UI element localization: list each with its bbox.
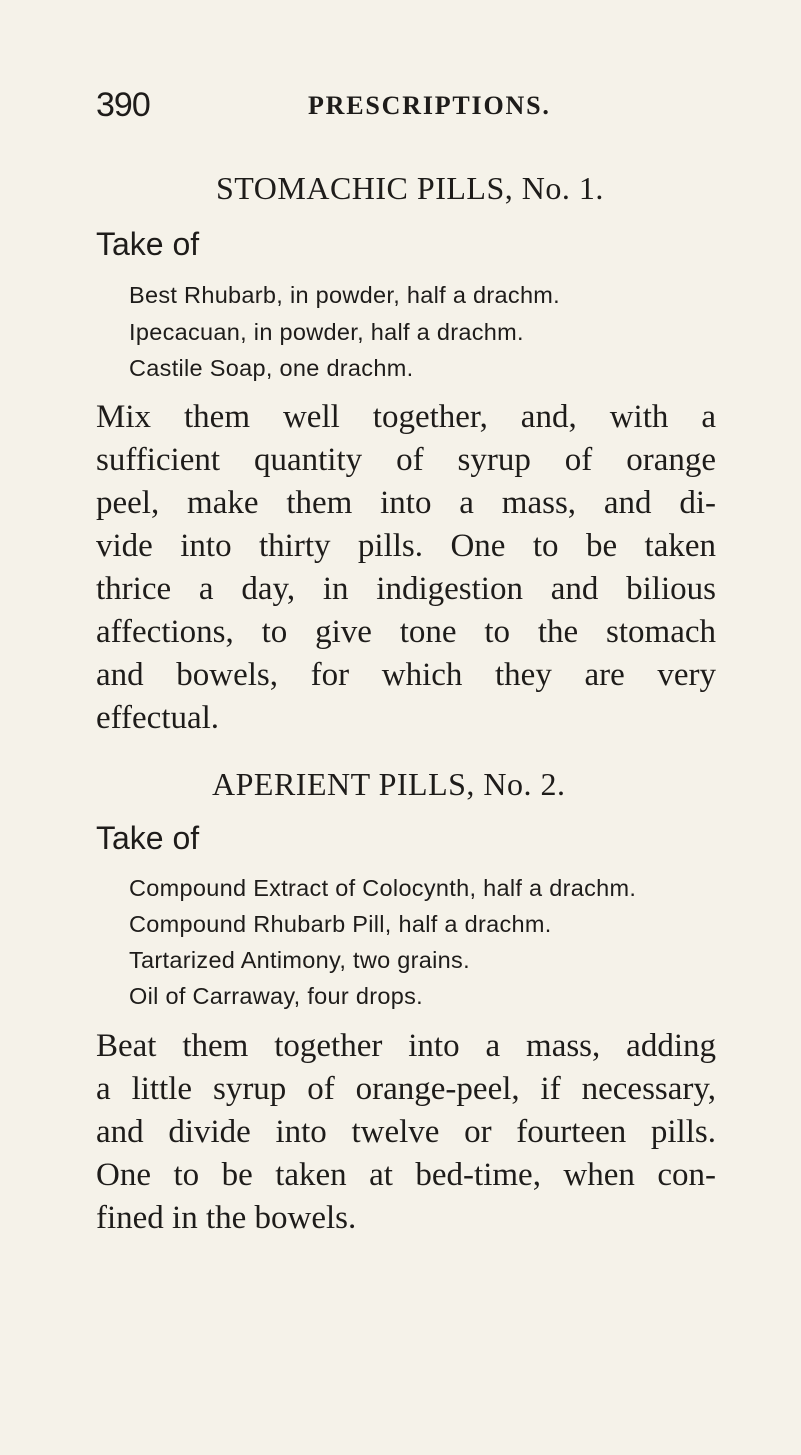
directions-line: effectual. <box>96 700 220 736</box>
ingredient-list <box>129 870 636 1014</box>
running-title: PRESCRIPTIONS. <box>308 91 551 120</box>
running-head <box>96 85 656 125</box>
directions-line: fined in the bowels. <box>96 1200 357 1236</box>
directions-line: vide into thirty pills. One to be taken <box>96 528 716 564</box>
ingredient-item: Compound Extract of Colocynth, half a drachm. <box>129 875 637 901</box>
directions-line: and bowels, for which they are very <box>96 657 716 693</box>
directions-line: Beat them together into a mass, adding <box>96 1028 716 1064</box>
ingredient-item: Best Rhubarb, in powder, half a drachm. <box>129 282 561 308</box>
directions-line: peel, make them into a mass, and di- <box>96 485 716 521</box>
directions-line: affections, to give tone to the stomach <box>96 614 716 650</box>
ingredient-item: Castile Soap, one drachm. <box>129 355 414 381</box>
directions-paragraph <box>96 396 716 740</box>
take-of-label: Take of <box>96 226 200 262</box>
page-number: 390 <box>96 86 150 124</box>
ingredient-item: Ipecacuan, in powder, half a drachm. <box>129 318 524 345</box>
ingredient-item: Tartarized Antimony, two grains. <box>129 947 470 973</box>
directions-paragraph <box>96 1025 716 1240</box>
directions-line: sufficient quantity of syrup of orange <box>96 442 716 478</box>
take-of-label: Take of <box>96 820 200 856</box>
directions-line: and divide into twelve or fourteen pills. <box>96 1114 716 1150</box>
ingredient-item: Compound Rhubarb Pill, half a drachm. <box>129 911 552 937</box>
directions-line: One to be taken at bed-time, when con- <box>96 1157 716 1193</box>
directions-line: Mix them well together, and, with a <box>96 399 716 435</box>
ingredient-item: Oil of Carraway, four drops. <box>129 983 423 1009</box>
section-heading-aperient-pills: APERIENT PILLS, No. 2. <box>212 766 566 802</box>
directions-line: a little syrup of orange-peel, if necessary, <box>96 1071 716 1107</box>
directions-line: thrice a day, in indigestion and bilious <box>96 571 716 607</box>
section-heading-stomachic-pills: STOMACHIC PILLS, No. 1. <box>216 170 604 206</box>
ingredient-list <box>129 277 560 387</box>
